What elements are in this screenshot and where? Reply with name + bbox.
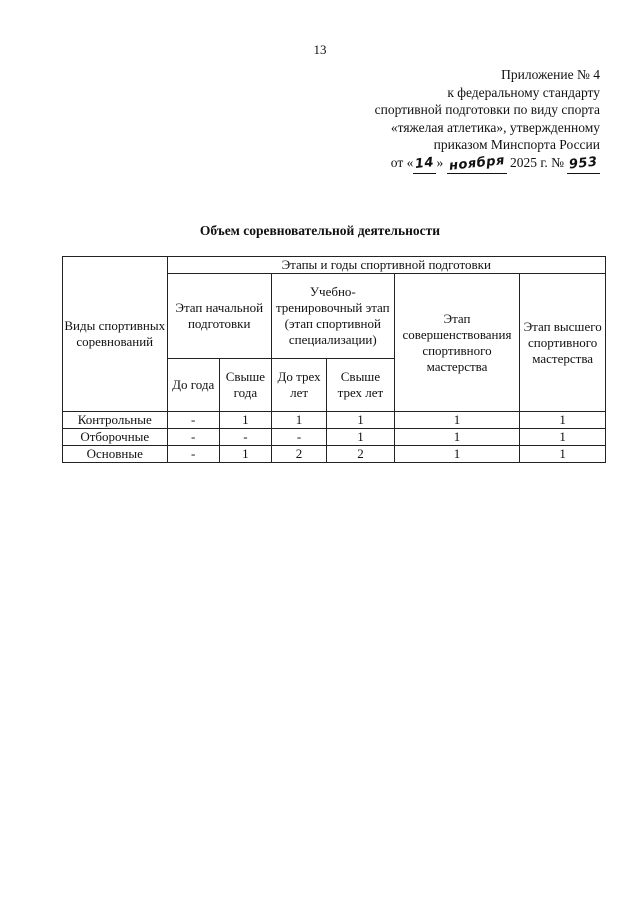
row-kind: Отборочные <box>63 429 168 446</box>
cell: - <box>271 429 326 446</box>
header-stages: Этапы и годы спортивной подготовки <box>167 257 606 274</box>
order-date-line <box>300 154 600 174</box>
page-title: Объем соревновательной деятельности <box>199 223 441 238</box>
header-up-to-year: До года <box>167 359 219 412</box>
table-row <box>63 446 606 463</box>
table-row <box>63 412 606 429</box>
header-stage-improvement: Этап совершенствования спортивного мастерства <box>394 274 520 412</box>
cell: 2 <box>327 446 394 463</box>
cell: - <box>219 429 271 446</box>
cell: 1 <box>327 429 394 446</box>
header-up-to-three: До трех лет <box>271 359 326 412</box>
cell: - <box>167 446 219 463</box>
cell: 1 <box>520 446 606 463</box>
row-kind: Основные <box>63 446 168 463</box>
cell: 1 <box>520 429 606 446</box>
header-over-year: Свыше года <box>219 359 271 412</box>
row-kind: Контрольные <box>63 412 168 429</box>
cell: 1 <box>271 412 326 429</box>
cell: 1 <box>520 412 606 429</box>
header-stage-initial: Этап начальной подготовки <box>167 274 271 359</box>
date-month <box>447 154 507 174</box>
appendix-line: спортивной подготовки по виду спорта <box>374 102 600 118</box>
appendix-line: приказом Минспорта России <box>433 137 600 153</box>
page-number: 13 <box>313 42 327 57</box>
appendix-line: к федеральному стандарту <box>447 84 600 100</box>
order-number <box>567 154 600 174</box>
appendix-header <box>300 66 600 174</box>
handwritten-month: ноября <box>447 153 506 174</box>
cell: 1 <box>394 412 520 429</box>
handwritten-order-number: 953 <box>568 154 599 173</box>
cell: 1 <box>394 429 520 446</box>
header-over-three: Свыше трех лет <box>327 359 394 412</box>
header-stage-higher: Этап высшего спортивного мастерства <box>520 274 606 412</box>
header-kind: Виды спортивных соревнований <box>63 257 168 412</box>
cell: 2 <box>271 446 326 463</box>
appendix-line: Приложение № 4 <box>501 67 600 82</box>
cell: 1 <box>219 412 271 429</box>
header-stage-training: Учебно-тренировочный этап (этап спортивной специализации) <box>271 274 394 359</box>
cell: 1 <box>219 446 271 463</box>
table-row <box>63 429 606 446</box>
cell: - <box>167 412 219 429</box>
cell: - <box>167 429 219 446</box>
date-mid: » <box>436 154 444 170</box>
cell: 1 <box>394 446 520 463</box>
date-day <box>413 154 436 174</box>
competition-volume-table <box>62 256 606 463</box>
appendix-line: «тяжелая атлетика», утвержденному <box>390 119 600 135</box>
date-year: 2025 г. № <box>509 154 564 170</box>
date-prefix: от « <box>390 154 414 170</box>
cell: 1 <box>327 412 394 429</box>
handwritten-day: 14 <box>414 155 436 172</box>
